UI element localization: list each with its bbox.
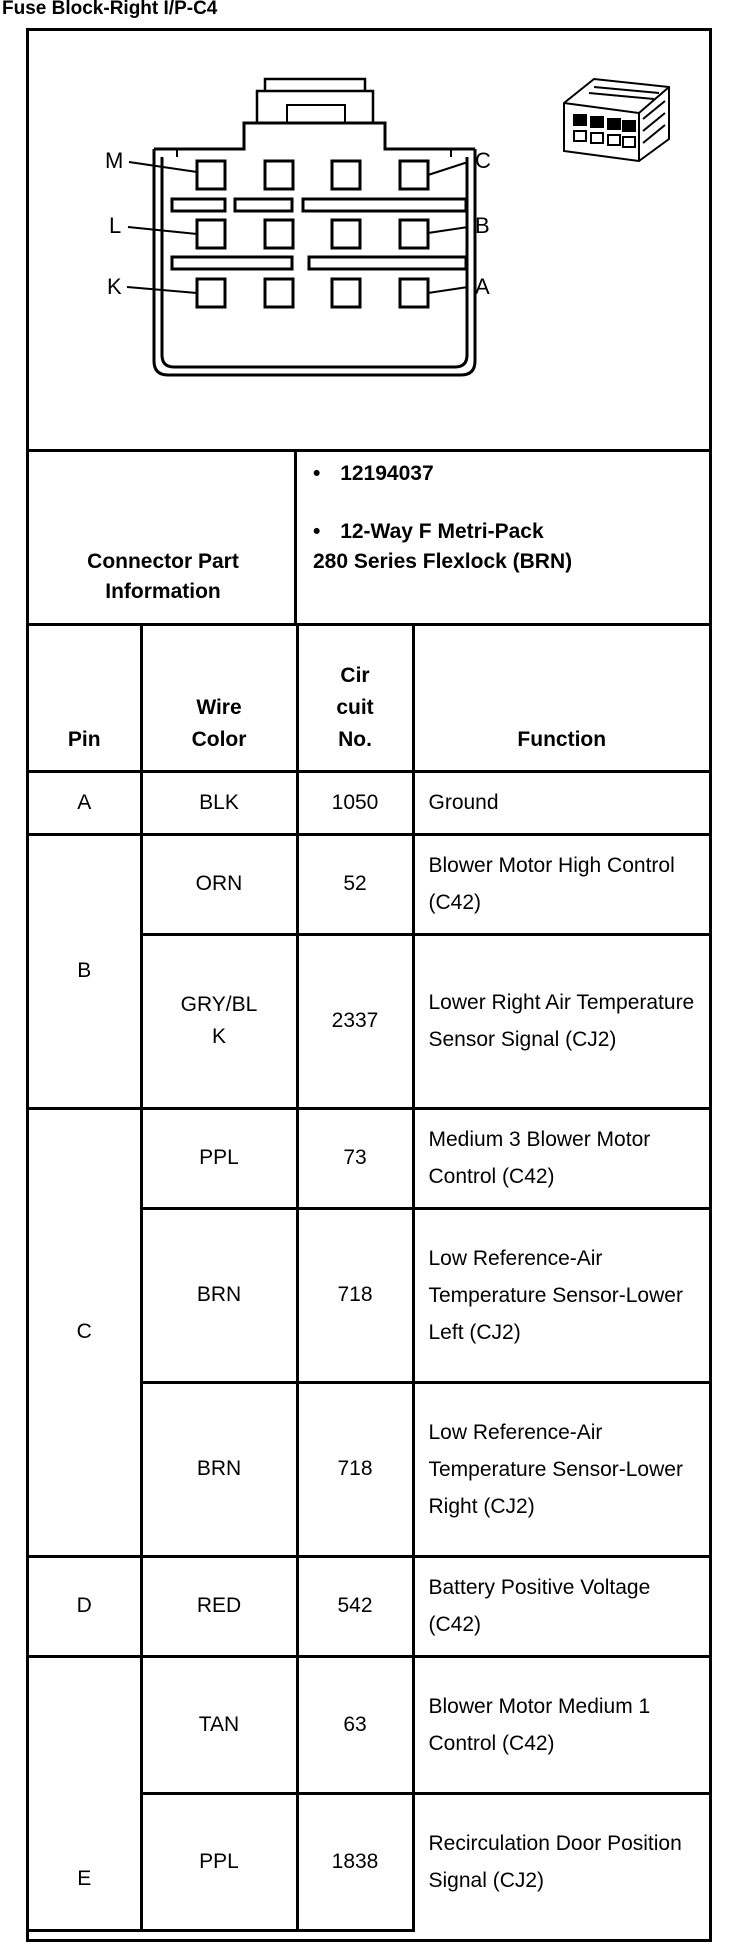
circuit-cell: 1050 [297,771,413,834]
header-pin: Pin [29,623,141,771]
table-header-row [29,623,709,771]
part-number: 12194037 [340,462,434,485]
connector-description-line2: 280 Series Flexlock (BRN) [313,550,573,573]
circuit-cell: 718 [297,1382,413,1556]
connector-part-info-label: Connector Part Information [87,550,239,603]
circuit-cell: 52 [297,834,413,934]
pin-label-c: C [475,148,491,173]
table-row [29,1108,709,1208]
pin-label-k: K [107,274,122,299]
function-cell: Blower Motor Medium 1 Control (C42) [413,1656,709,1793]
function-cell: Low Reference-Air Temperature Sensor-Lower Left (CJ2) [413,1208,709,1382]
wire-color-cell: GRY/BLK [141,934,297,1108]
wire-color-cell: BLK [141,771,297,834]
connector-face-drawing [29,31,709,449]
header-function: Function [413,623,709,771]
circuit-cell: 73 [297,1108,413,1208]
pin-cell: E [29,1656,141,1930]
connector-part-info-details [297,449,709,623]
function-cell: Medium 3 Blower Motor Control (C42) [413,1108,709,1208]
connector-part-info-label-cell [29,449,297,623]
circuit-cell: 63 [297,1656,413,1793]
wire-color-cell: ORN [141,834,297,934]
table-row [29,1556,709,1656]
table-row [29,1656,709,1793]
wire-color-cell: PPL [141,1793,297,1930]
function-cell: Blower Motor High Control (C42) [413,834,709,934]
header-circuit-no: Cir cuit No. [297,623,413,771]
pin-cell: B [29,834,141,1108]
circuit-cell: 542 [297,1556,413,1656]
table-row [29,771,709,834]
wire-color-cell: RED [141,1556,297,1656]
wire-color-cell: BRN [141,1208,297,1382]
function-cell: Recirculation Door Position Signal (CJ2) [413,1793,709,1930]
connector-table-frame [26,28,712,1942]
function-cell: Lower Right Air Temperature Sensor Signal (CJ2) [413,934,709,1108]
wire-color-cell: TAN [141,1656,297,1793]
function-cell: Ground [413,771,709,834]
connector-part-info-row [29,449,709,626]
bullet: • [313,520,321,543]
circuit-cell: 1838 [297,1793,413,1930]
pin-cell: D [29,1556,141,1656]
pin-label-l: L [109,213,122,238]
connector-diagram [29,31,709,452]
connector-description-line1: 12-Way F Metri-Pack [340,520,544,543]
circuit-cell: 2337 [297,934,413,1108]
function-cell: Battery Positive Voltage (C42) [413,1556,709,1656]
wire-color-cell: PPL [141,1108,297,1208]
pin-cell: C [29,1108,141,1556]
header-wire-color: Wire Color [141,623,297,771]
pin-label-a: A [475,274,490,299]
function-cell: Low Reference-Air Temperature Sensor-Lower Right (CJ2) [413,1382,709,1556]
pin-label-b: B [475,213,490,238]
page-title: Fuse Block-Right I/P-C4 [2,0,218,19]
bullet: • [313,462,321,485]
wire-color-cell: BRN [141,1382,297,1556]
circuit-cell: 718 [297,1208,413,1382]
pin-cell: A [29,771,141,834]
pinout-table [29,623,709,1932]
pin-label-m: M [105,148,124,173]
table-row [29,834,709,934]
connector-isometric-icon [564,79,669,161]
